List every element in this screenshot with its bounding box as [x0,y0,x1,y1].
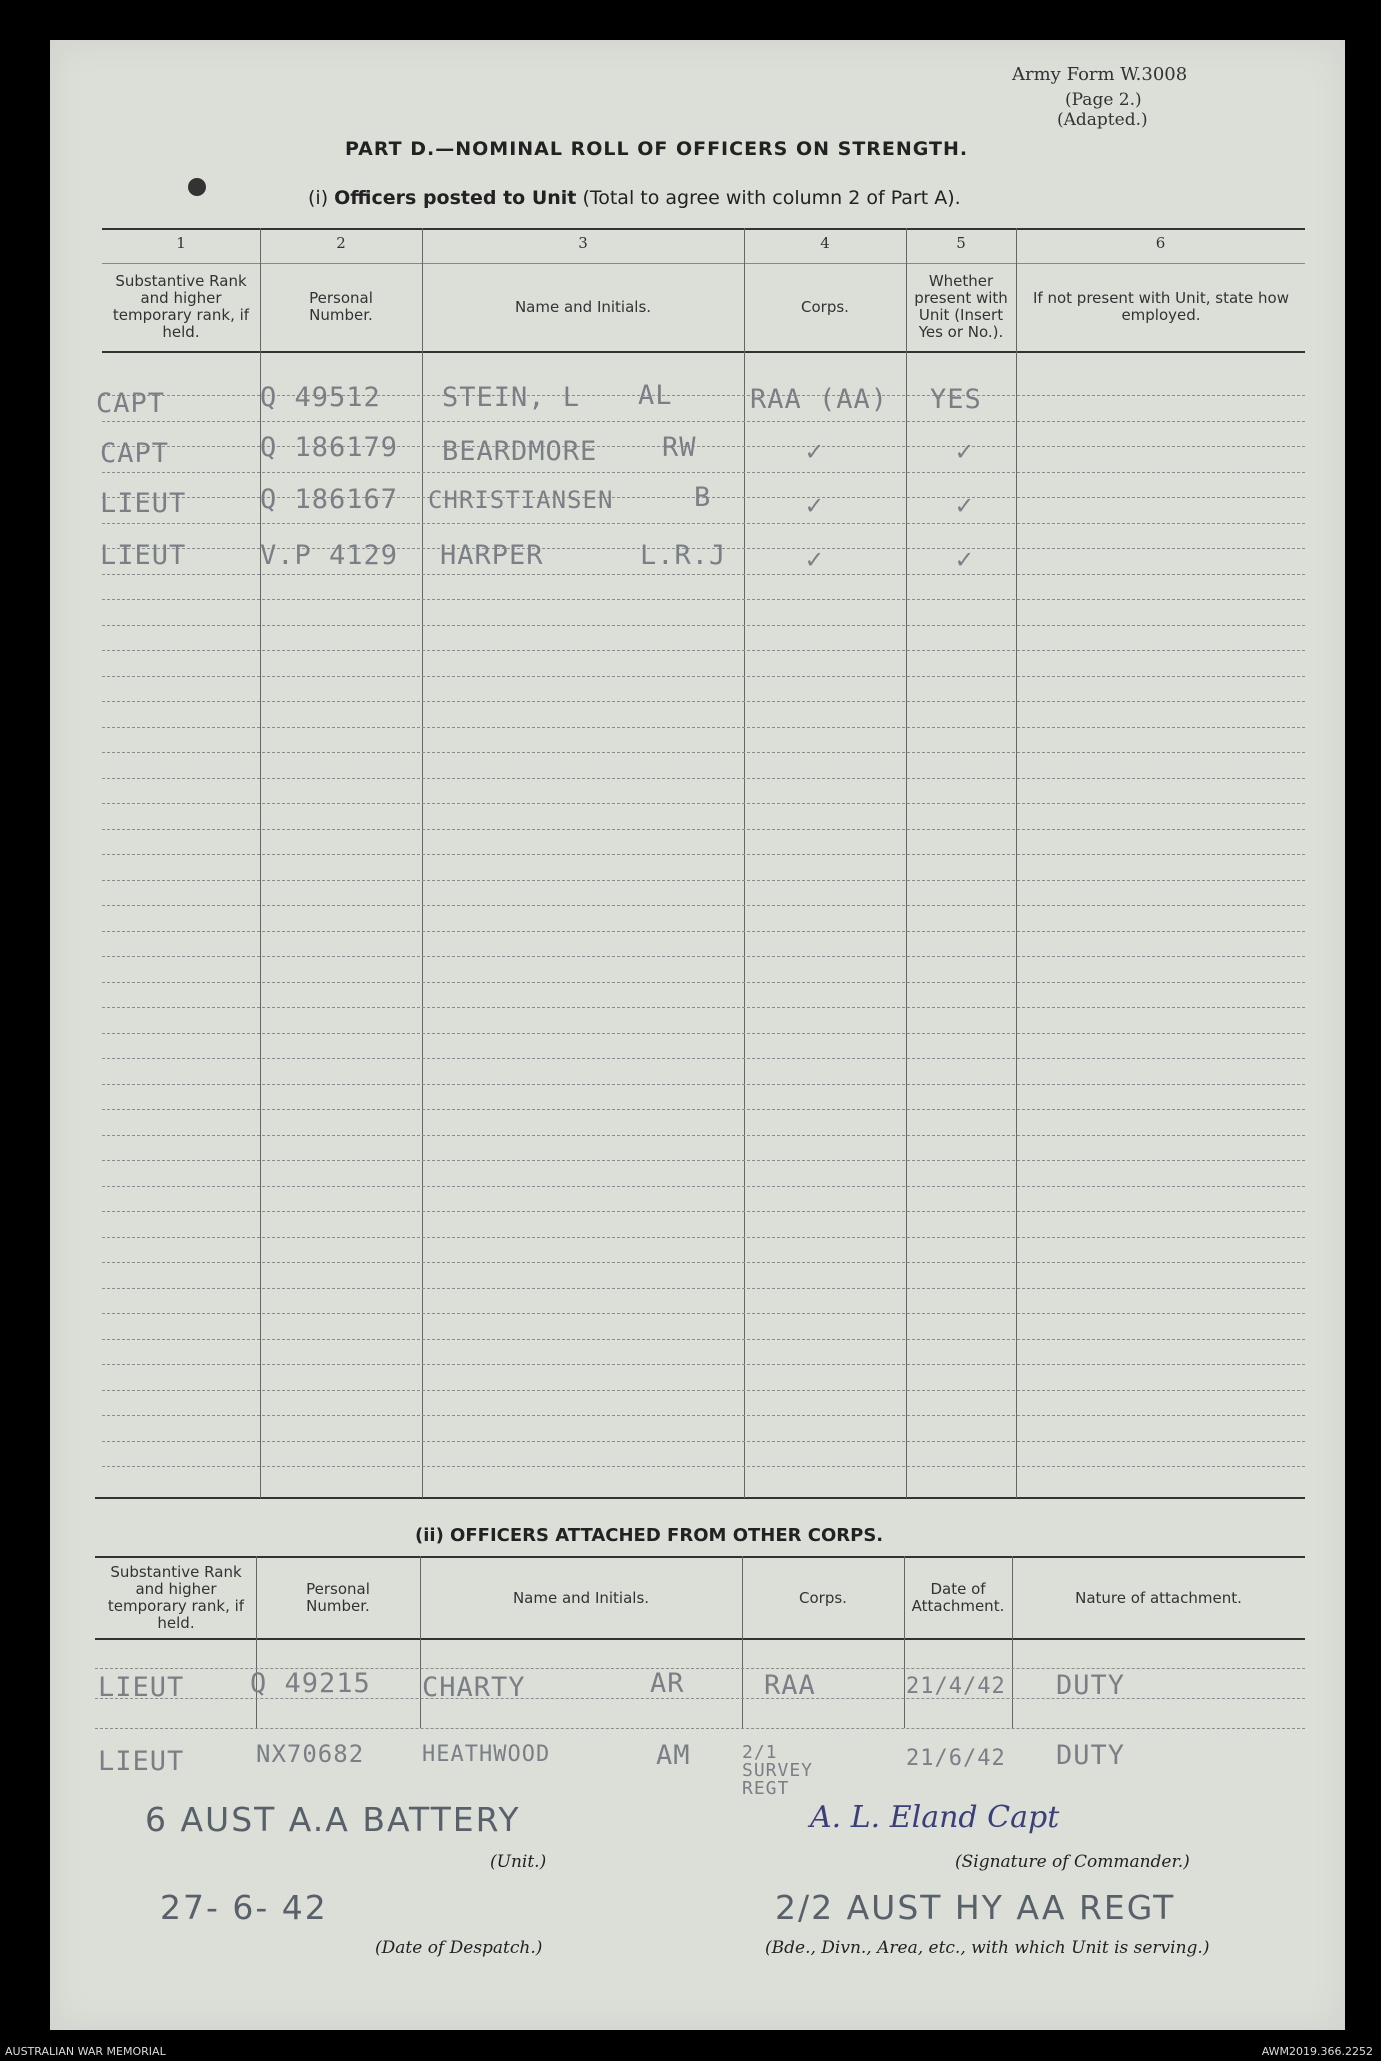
cell-rank: CAPT [100,438,170,469]
ruled-line [102,803,1305,804]
date-despatch-label: (Date of Despatch.) [375,1938,543,1958]
formation-value: 2/2 AUST HY AA REGT [775,1888,1176,1927]
ruled-line [102,982,1305,983]
ruled-line [102,1237,1305,1238]
section-i-prefix: (i) [308,187,329,209]
cell-number: Q 49215 [250,1668,371,1699]
header-name: Name and Initials. [512,1588,650,1607]
page-number: (Page 2.) [1065,90,1142,110]
cell-name: HEATHWOOD [422,1742,551,1767]
cell-initials: AM [656,1740,691,1771]
col-number: 5 [956,234,966,252]
cell-initials: AL [638,380,673,411]
cell-date: 21/6/42 [906,1746,1006,1771]
cell-initials: AR [650,1668,685,1699]
col-number: 4 [820,234,830,252]
ruled-line [102,523,1305,524]
ruled-line [102,1033,1305,1034]
cell-corps: ✓ [806,490,824,521]
adapted-note: (Adapted.) [1057,110,1148,130]
ruled-line [102,1390,1305,1391]
ruled-line [102,1186,1305,1187]
cell-corps: 2/1 SURVEY REGT [742,1742,814,1799]
cell-name: HARPER [440,540,544,571]
ruled-line [102,854,1305,855]
ruled-line [102,1288,1305,1289]
col-number: 1 [176,234,186,252]
commander-signature: A. L. Eland Capt [810,1800,1060,1835]
col-number: 2 [336,234,346,252]
cell-number: Q 186167 [260,484,399,515]
ruled-line [102,752,1305,753]
ruled-line [102,1007,1305,1008]
cell-name: BEARDMORE [442,436,598,467]
col-number: 3 [578,234,588,252]
table1-header-divider [102,351,1305,353]
cell-rank: LIEUT [98,1672,185,1703]
ruled-line [102,931,1305,932]
col-number: 6 [1155,234,1166,252]
ruled-line [102,1084,1305,1085]
ruled-line [102,1211,1305,1212]
form-number: Army Form W.3008 [1012,64,1188,85]
punch-hole [188,178,206,196]
header-employed: If not present with Unit, state how employed. [1033,289,1289,324]
ruled-line [102,905,1305,906]
cell-rank: CAPT [96,388,166,419]
cell-initials: B [694,482,712,513]
cell-name: STEIN, L [442,382,581,413]
ruled-line [102,1058,1305,1059]
cell-initials: RW [662,432,697,463]
header-date-attachment: Date of Attachment. [911,1580,1005,1615]
cell-nature: DUTY [1056,1740,1126,1771]
header-personal-number: Personal Number. [309,289,373,324]
form-page [50,40,1345,2030]
ruled-line [102,1364,1305,1365]
date-despatch-value: 27- 6- 42 [160,1888,328,1927]
ruled-line [102,650,1305,651]
col-divider [422,228,423,1498]
ruled-line [102,1109,1305,1110]
signature-label: (Signature of Commander.) [955,1852,1190,1872]
col-divider [1016,228,1017,1498]
cell-present: ✓ [956,490,974,521]
cell-name: CHRISTIANSEN [428,486,614,514]
cell-corps: RAA (AA) [750,384,889,415]
cell-corps: ✓ [806,436,824,467]
cell-initials: L.R.J [640,540,727,571]
ruled-line [102,1160,1305,1161]
ruled-line [102,1441,1305,1442]
cell-present: ✓ [956,436,974,467]
cell-present: YES [930,384,982,415]
unit-value: 6 AUST A.A BATTERY [145,1800,521,1839]
section-ii-title: (ii) OFFICERS ATTACHED FROM OTHER CORPS. [415,1525,884,1546]
ruled-line [102,1339,1305,1340]
ruled-line [102,1313,1305,1314]
cell-rank: LIEUT [100,488,187,519]
col-divider [260,228,261,1498]
cell-rank: LIEUT [98,1746,185,1777]
ruled-line [102,625,1305,626]
ruled-line [95,1728,1305,1729]
ruled-line [102,1262,1305,1263]
header-rank: Substantive Rank and higher temporary rank, if held. [112,272,250,341]
ruled-line [102,574,1305,575]
ruled-line [102,599,1305,600]
section-i-rest: (Total to agree with column 2 of Part A). [582,187,961,209]
ruled-line [102,727,1305,728]
header-rank: Substantive Rank and higher temporary rank, if held. [107,1563,245,1632]
col-divider [906,228,907,1498]
ruled-line [102,1466,1305,1467]
col-divider [256,1556,257,1728]
ruled-line [102,880,1305,881]
table1-number-divider [102,263,1305,264]
archive-id: AWM2019.366.2252 [1261,2045,1373,2058]
cell-corps: RAA [764,1670,816,1701]
header-present: Whether present with Unit (Insert Yes or No.). [914,272,1008,341]
header-nature-attachment: Nature of attachment. [1075,1588,1242,1607]
cell-number: V.P 4129 [260,540,399,571]
cell-number: NX70682 [256,1740,365,1768]
archive-credit: AUSTRALIAN WAR MEMORIAL [5,2045,166,2058]
ruled-line [102,701,1305,702]
cell-name: CHARTY [422,1672,526,1703]
cell-present: ✓ [956,544,974,575]
ruled-line [102,421,1305,422]
ruled-line [102,676,1305,677]
col-divider [904,1556,905,1728]
cell-nature: DUTY [1056,1670,1126,1701]
ruled-line [102,956,1305,957]
unit-label: (Unit.) [490,1852,547,1872]
formation-label: (Bde., Divn., Area, etc., with which Unit is serving.) [765,1938,1210,1958]
cell-rank: LIEUT [100,540,187,571]
header-personal-number: Personal Number. [306,1580,370,1615]
cell-date: 21/4/42 [906,1674,1006,1699]
cell-number: Q 49512 [260,382,381,413]
header-corps: Corps. [799,1588,847,1607]
cell-number: Q 186179 [260,432,399,463]
ruled-line [102,472,1305,473]
ruled-line [102,1135,1305,1136]
table1-bottom-border [95,1497,1305,1499]
col-divider [744,228,745,1498]
section-i-bold: Officers posted to Unit [334,187,577,209]
ruled-line [102,1415,1305,1416]
cell-corps: ✓ [806,544,824,575]
header-name: Name and Initials. [514,297,652,316]
ruled-line [102,778,1305,779]
table2-header-divider [95,1638,1305,1640]
part-title: PART D.—NOMINAL ROLL OF OFFICERS ON STRENGTH. [345,138,969,160]
header-corps: Corps. [801,297,849,316]
section-i-title [308,187,961,209]
ruled-line [102,829,1305,830]
table1-top-border [102,228,1305,230]
